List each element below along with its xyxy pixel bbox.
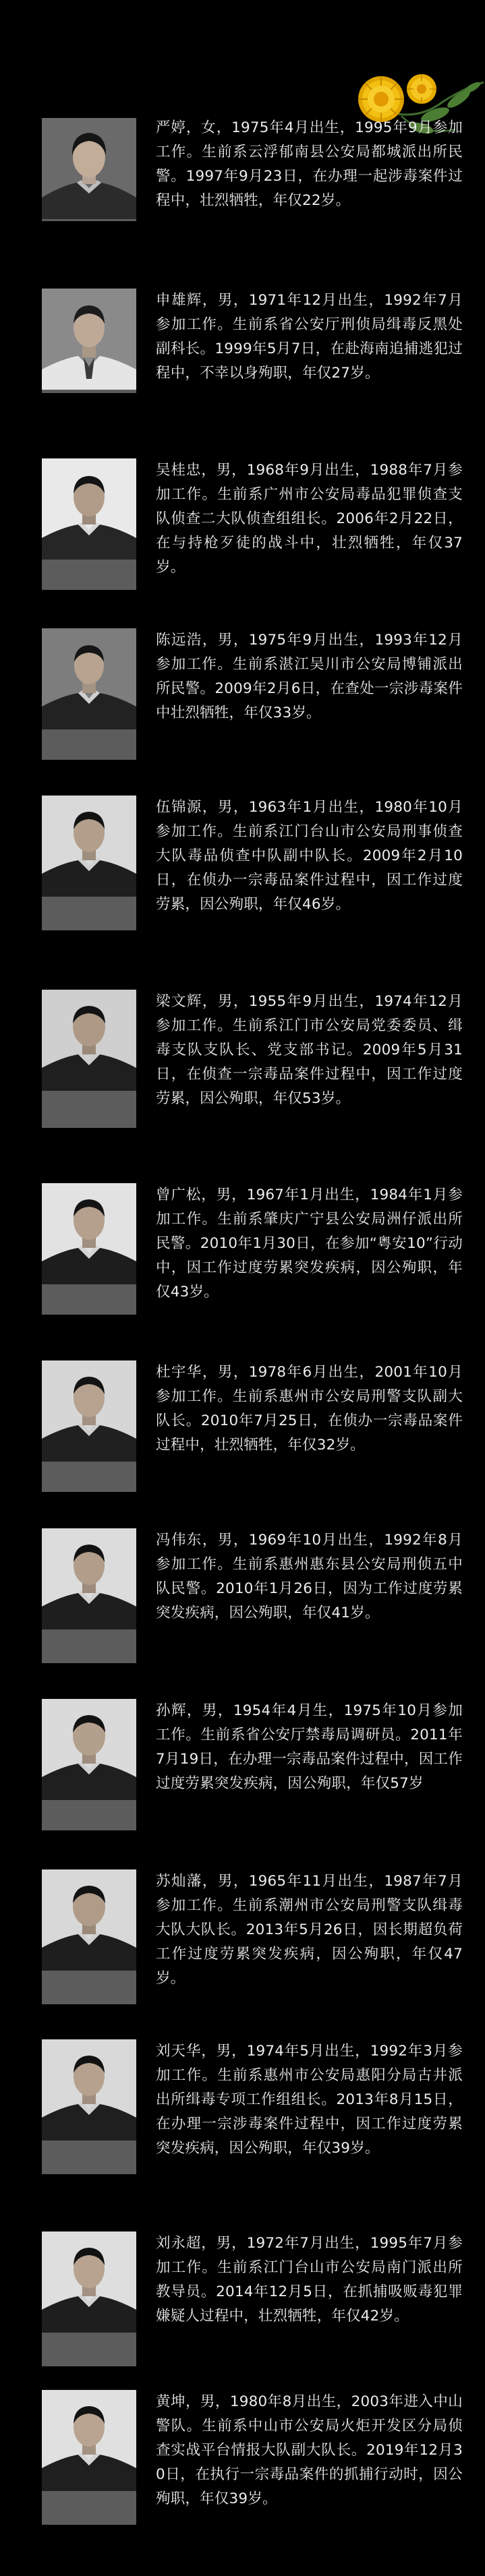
bio-text: 陈远浩，男，1975年9月出生，1993年12月参加工作。生前系湛江吴川市公安局博铺派出所民警。2009年2月6日，在查处一宗涉毒案件中壮烈牺牲，年仅33岁。: [156, 632, 463, 721]
bio-text: 伍锦源，男，1963年1月出生，1980年10月参加工作。生前系江门台山市公安局刑事侦查大队毒品侦查中队副中队长。2009年2月10日，在侦办一宗毒品案件过程中，因工作过度劳累，因公殉职，年仅46岁。: [156, 799, 463, 913]
portrait-photo-icon: [42, 2231, 136, 2366]
portrait-photo-icon: [42, 1869, 136, 2004]
portrait-photo-icon: [42, 796, 136, 930]
bio-text: 冯伟东，男，1969年10月出生，1992年8月参加工作。生前系惠州惠东县公安局刑侦五中队民警。2010年1月26日，因为工作过度劳累突发疾病，因公殉职，年仅41岁。: [156, 1532, 463, 1621]
bio-text: 苏灿藩，男，1965年11月出生，1987年7月参加工作。生前系潮州市公安局刑警支队缉毒大队大队长。2013年5月26日，因长期超负荷工作过度劳累突发疾病，因公殉职，年仅47岁。: [156, 1873, 463, 1987]
bio-text: 孙辉，男，1954年4月生，1975年10月参加工作。生前系省公安厅禁毒局调研员。2011年7月19日，在办理一宗毒品案件过程中，因工作过度劳累突发疾病，因公殉职，年仅57岁: [156, 1702, 463, 1792]
portrait-photo-icon: [42, 118, 136, 221]
portrait-photo-icon: [42, 2390, 136, 2525]
bio-text: 曾广松，男，1967年1月出生，1984年1月参加工作。生前系肇庆广宁县公安局洲仔派出所民警。2010年1月30日，在参加“粤安10”行动中，因工作过度劳累突发疾病，因公殉职，年仅43岁。: [156, 1187, 463, 1300]
bio-text: 严婷，女，1975年4月出生，1995年9月参加工作。生前系云浮郁南县公安局都城派出所民警。1997年9月23日，在办理一起涉毒案件过程中，壮烈牺牲，年仅22岁。: [156, 119, 463, 209]
portrait-photo-icon: [42, 289, 136, 393]
bio-text: 申雄辉，男，1971年12月出生，1992年7月参加工作。生前系省公安厅刑侦局缉毒反黑处副科长。1999年5月7日，在赴海南追捕逃犯过程中，不幸以身殉职，年仅27岁。: [156, 292, 463, 382]
bio-text: 杜宇华，男，1978年6月出生，2001年10月参加工作。生前系惠州市公安局刑警支队副大队长。2010年7月25日，在侦办一宗毒品案件过程中，壮烈牺牲，年仅32岁。: [156, 1364, 463, 1454]
portrait-photo-icon: [42, 2039, 136, 2174]
bio-text: 梁文辉，男，1955年9月出生，1974年12月参加工作。生前系江门市公安局党委委员、缉毒支队支队长、党支部书记。2009年5月31日，在侦查一宗毒品案件过程中，因工作过度劳累，因公殉职，年仅53岁。: [156, 993, 463, 1107]
portrait-photo-icon: [42, 1699, 136, 1830]
portrait-photo-icon: [42, 1528, 136, 1663]
portrait-photo-icon: [42, 1183, 136, 1315]
bio-text: 刘永超，男，1972年7月出生，1995年7月参加工作。生前系江门台山市公安局南门派出所教导员。2014年12月5日，在抓捕吸贩毒犯罪嫌疑人过程中，壮烈牺牲，年仅42岁。: [156, 2235, 463, 2325]
bio-text: 刘天华，男，1974年5月出生，1992年3月参加工作。生前系惠州市公安局惠阳分局古井派出所缉毒专项工作组组长。2013年8月15日，在办理一宗涉毒案件过程中，因工作过度劳累突发疾病，因公殉职，年仅39岁。: [156, 2043, 463, 2157]
portrait-photo-icon: [42, 628, 136, 760]
portrait-photo-icon: [42, 1360, 136, 1492]
portrait-photo-icon: [42, 458, 136, 590]
bio-text: 黄坤，男，1980年8月出生，2003年进入中山警队。生前系中山市公安局火炬开发区分局侦查实战平台情报大队副大队长。2019年12月30日，在执行一宗毒品案件的抓捕行动时，因公殉职，年仅39岁。: [156, 2393, 463, 2507]
bio-text: 吴桂忠，男，1968年9月出生，1988年7月参加工作。生前系广州市公安局毒品犯罪侦查支队侦查二大队侦查组组长。2006年2月22日，在与持枪歹徒的战斗中，壮烈牺牲，年仅37岁。: [156, 462, 463, 576]
portrait-photo-icon: [42, 990, 136, 1128]
